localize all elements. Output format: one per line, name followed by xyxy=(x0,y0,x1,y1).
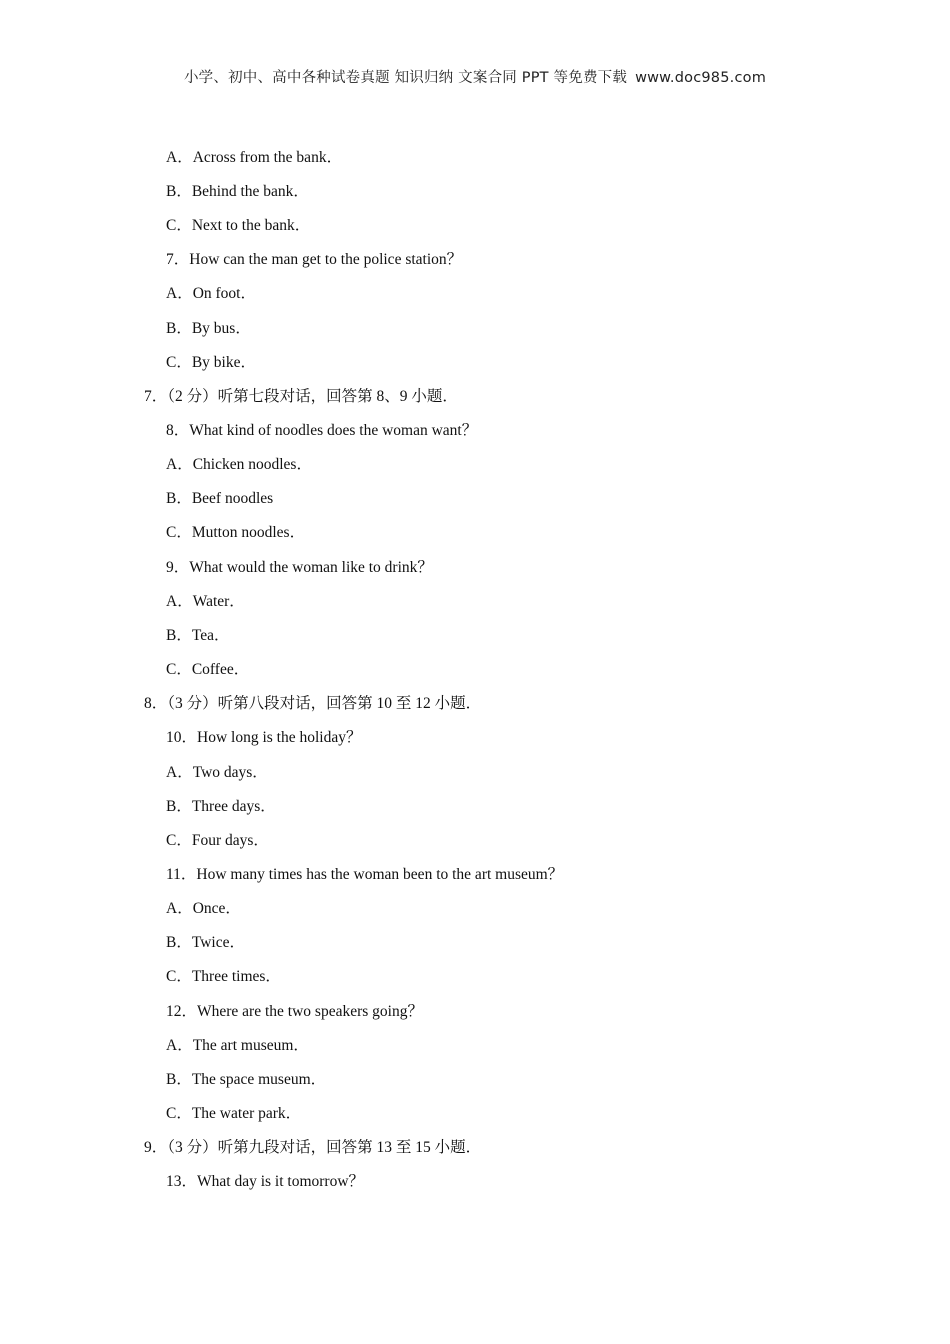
question-11: 11．How many times has the woman been to the art museum？ xyxy=(166,866,564,883)
answer-option: A．The art museum． xyxy=(166,1037,309,1054)
question-12: 12．Where are the two speakers going？ xyxy=(166,1003,423,1020)
answer-option: B．By bus． xyxy=(166,320,251,337)
header-text: 小学、初中、高中各种试卷真题 知识归纳 文案合同 PPT 等免费下载 xyxy=(183,70,628,86)
page-header xyxy=(0,66,950,87)
answer-option: C．Four days． xyxy=(166,832,269,849)
answer-option: B．Behind the bank． xyxy=(166,183,309,200)
answer-option: C．Coffee． xyxy=(166,661,250,678)
answer-option: B．Twice． xyxy=(166,934,245,951)
answer-option: A．Water． xyxy=(166,593,245,610)
question-7: 7．How can the man get to the police station？ xyxy=(166,251,463,268)
question-8: 8．What kind of noodles does the woman want？ xyxy=(166,422,478,439)
question-10: 10．How long is the holiday？ xyxy=(166,729,362,746)
answer-option: A．Chicken noodles． xyxy=(166,456,312,473)
answer-option: A．Once． xyxy=(166,900,241,917)
answer-option: A．On foot． xyxy=(166,285,256,302)
header-url: www.doc985.com xyxy=(635,70,767,86)
answer-option: C．Next to the bank． xyxy=(166,217,311,234)
answer-option: C．The water park． xyxy=(166,1105,302,1122)
answer-option: C．Mutton noodles． xyxy=(166,524,306,541)
answer-option: C．Three times． xyxy=(166,968,281,985)
question-9: 9．What would the woman like to drink？ xyxy=(166,559,433,576)
question-13: 13．What day is it tomorrow？ xyxy=(166,1173,365,1190)
answer-option: C．By bike． xyxy=(166,354,256,371)
section-heading-9: 9．（3 分）听第九段对话，回答第 13 至 15 小题． xyxy=(144,1139,482,1156)
answer-option: B．Tea． xyxy=(166,627,230,644)
section-heading-7: 7．（2 分）听第七段对话，回答第 8、9 小题． xyxy=(144,388,458,405)
answer-option: A．Two days． xyxy=(166,764,268,781)
answer-option: B．Three days． xyxy=(166,798,276,815)
answer-option: B．The space museum． xyxy=(166,1071,327,1088)
answer-option: A．Across from the bank． xyxy=(166,149,343,166)
answer-option: B．Beef noodles xyxy=(166,490,274,507)
section-heading-8: 8．（3 分）听第八段对话，回答第 10 至 12 小题． xyxy=(144,695,482,712)
